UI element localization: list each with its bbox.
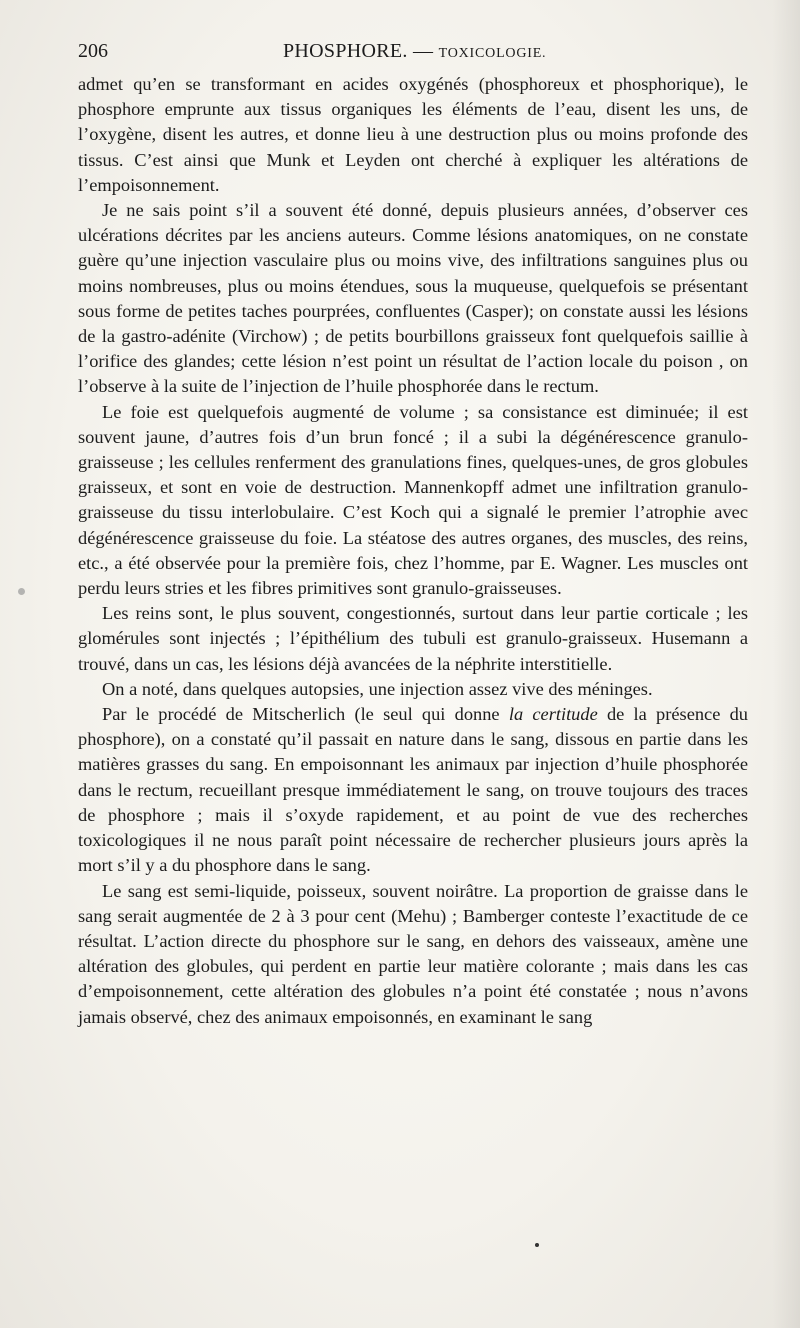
paragraph-2: Je ne sais point s’il a souvent été donné, depuis plusieurs années, d’observer ces ulcérations décrites par les anciens auteurs. Comme lésions anatomiques, on ne constate guère qu’une injection vasculaire plus ou moins vive, des infiltrations sanguines plus ou moins nombreuses, plus ou moins étendues, sous la muqueuse, quelquefois se présentant sous forme de petites taches pourprées, confluentes (Casper); on constate aussi les lésions de la gastro-adénite (Virchow) ; de petits bourbillons graisseux font quelquefois saillie à l’orifice des glandes; cette lésion n’est point un résultat de l’action locale du poison , on l’observe à la suite de l’injection de l’huile phosphorée dans le rectum. bbox=[78, 200, 748, 397]
paragraph-4: Les reins sont, le plus souvent, congestionnés, surtout dans leur partie corticale ; les glomérules sont injectés ; l’épithélium des tubuli est granulo-graisseux. Husemann a trouvé, dans un cas, les lésions déjà avancées de la néphrite interstitielle. bbox=[78, 603, 748, 674]
emphasis-certitude: la certitude bbox=[508, 704, 598, 725]
running-head-dash: — bbox=[413, 40, 434, 62]
running-head-title: PHOSPHORE. bbox=[283, 40, 408, 62]
paragraph-3: Le foie est quelquefois augmenté de volume ; sa consistance est diminuée; il est souvent jaune, d’autres fois d’un brun foncé ; il a subi la dégénérescence granulo-graisseuse ; les cellules renferment des granulations fines, quelques-unes, de gros globules graisseux, et sont en voie de destruction. Mannenkopff admet une infiltration granulo-graisseuse du tissu interlobulaire. C’est Koch qui a signalé le premier l’atrophie avec dégénérescence graisseuse du foie. La stéatose des autres organes, des muscles, des reins, etc., a été observée pour la première fois, chez l’homme, par E. Wagner. Les muscles ont perdu leurs stries et les fibres primitives sont granulo-graisseuses. bbox=[78, 401, 748, 599]
ink-dot bbox=[535, 1243, 539, 1247]
body-text bbox=[78, 72, 748, 1030]
page-edge-shadow bbox=[772, 0, 800, 1328]
paragraph-6-after: de la présence du phosphore), on a constaté qu’il passait en nature dans le sang, dissous en partie dans les matières grasses du sang. En empoisonnant les animaux par injection d’huile phosphorée dans le rectum, recueillant presque immédiatement le sang, on trouve toujours des traces de phosphore ; mais il s’oxyde rapidement, et au point de vue des recherches toxicologiques il ne nous paraît point nécessaire de rechercher plusieurs jours après la mort s’il y a du phosphore dans le sang. bbox=[78, 704, 748, 876]
paragraph-7: Le sang est semi-liquide, poisseux, souvent noirâtre. La proportion de graisse dans le sang serait augmentée de 2 à 3 pour cent (Mehu) ; Bamberger conteste l’exactitude de ce résultat. L’action directe du phosphore sur le sang, en dehors des vaisseaux, amène une altération des globules, qui perdent en partie leur matière colorante ; mais dans les cas d’empoisonnement, cette altération des globules n’a point été constatée ; nous n’avons jamais observé, chez des animaux empoisonnés, en examinant le sang bbox=[78, 880, 748, 1027]
paragraph-6-before: Par le procédé de Mitscherlich (le seul qui donne bbox=[102, 704, 509, 725]
running-head-subtitle: TOXICOLOGIE. bbox=[438, 46, 547, 61]
paper-speck bbox=[18, 588, 25, 595]
paragraph-1: admet qu’en se transformant en acides oxygénés (phosphoreux et phosphorique), le phosphore emprunte aux tissus organiques les éléments de l’eau, disent les uns, de l’oxygène, disent les autres, et donne lieu à une destruction plus ou moins profonde des tissus. C’est ainsi que Munk et Leyden ont cherché à expliquer les altérations de l’empoisonnement. bbox=[78, 74, 748, 195]
paragraph-5: On a noté, dans quelques autopsies, une injection assez vive des méninges. bbox=[102, 678, 653, 699]
page-header bbox=[78, 40, 748, 70]
running-head bbox=[283, 40, 546, 63]
page-number: 206 bbox=[78, 40, 108, 62]
paragraph-6 bbox=[78, 702, 748, 878]
